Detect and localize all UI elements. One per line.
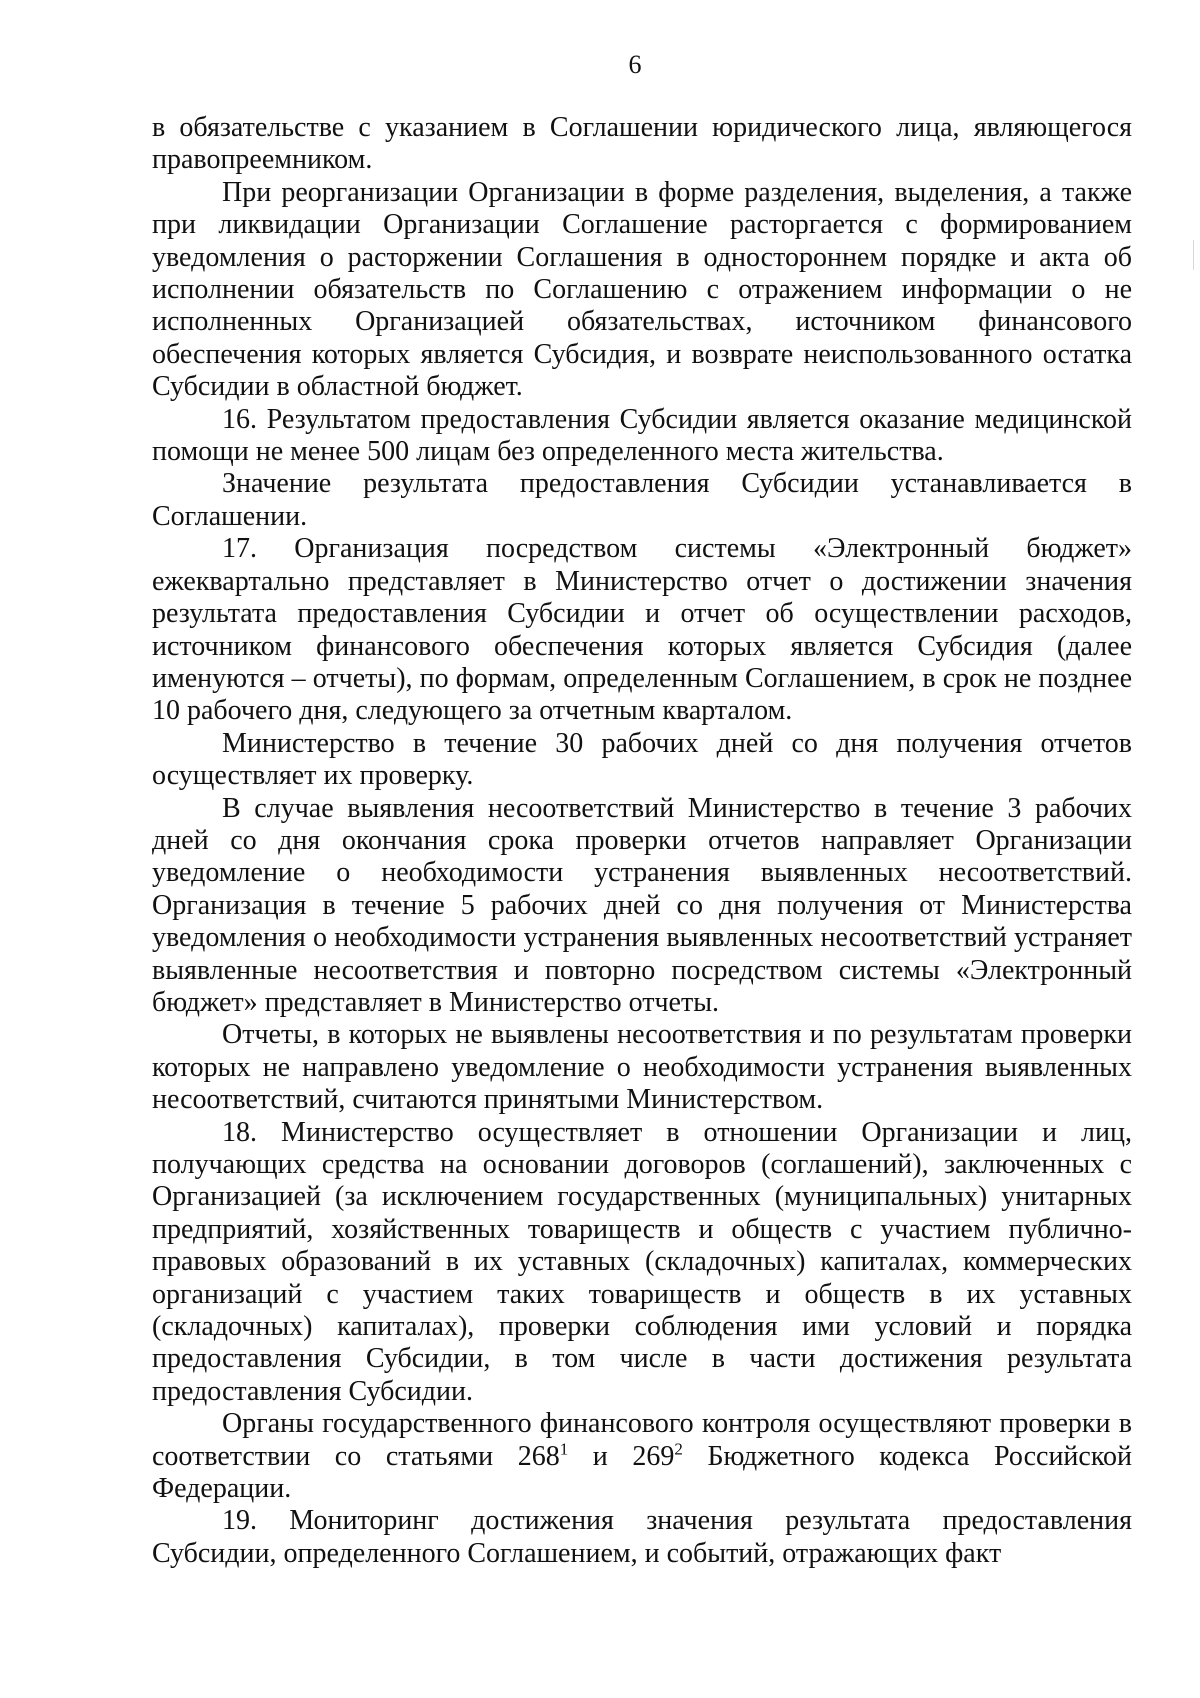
financial-control-text-end: Бюджетного кодекса Российской Федерации. — [152, 1440, 1133, 1505]
paragraph-accepted-reports: Отчеты, в которых не выявлены несоответствия и по результатам проверки которых не направлено уведомление о необходимости устранения выявленных несоответствий, считаются принятыми Министерством. — [152, 1019, 1132, 1116]
paragraph-16-result: 16. Результатом предоставления Субсидии является оказание медицинской помощи не менее 500 лицам без определенного места жительства. — [152, 403, 1132, 468]
paragraph-ministry-check: Министерство в течение 30 рабочих дней со дня получения отчетов осуществляет их проверку. — [152, 727, 1132, 792]
paragraph-17-reports: 17. Организация посредством системы «Электронный бюджет» ежеквартально представляет в Министерство отчет о достижении значения результата предоставления Субсидии и отчет об осуществлении расходов, источником финансового обеспечения которых является Субсидия (далее именуются – отчеты), по формам, определенным Соглашением, в срок не позднее 10 рабочего дня, следующего за отчетным кварталом. — [152, 533, 1132, 727]
financial-control-text-middle: и 269 — [568, 1440, 675, 1472]
paragraph-19-monitoring: 19. Мониторинг достижения значения результата предоставления Субсидии, определенного Соглашением, и событий, отражающих факт — [152, 1505, 1132, 1569]
scan-margin-mark — [1193, 240, 1194, 270]
paragraph-result-value: Значение результата предоставления Субсидии устанавливается в Соглашении. — [152, 468, 1132, 532]
paragraph-discrepancies: В случае выявления несоответствий Министерство в течение 3 рабочих дней со дня окончания срока проверки отчетов направляет Организации уведомление о необходимости устранения выявленных несоответствий. Организация в течение 5 рабочих дней со дня получения от Министерства уведомления о необходимости устранения выявленных несоответствий устраняет выявленные несоответствия и повторно посредством системы «Электронный бюджет» представляет в Министерство отчеты. — [152, 792, 1132, 1018]
article-269-superscript: 2 — [674, 1439, 683, 1459]
paragraph-reorganization: При реорганизации Организации в форме разделения, выделения, а также при ликвидации Организации Соглашение расторгается с формированием уведомления о расторжении Соглашения в одностороннем порядке и акта об исполнении обязательств по Соглашению с отражением информации о не исполненных Организацией обязательствах, источником финансового обеспечения которых является Субсидия, и возврате неиспользованного остатка Субсидии в областной бюджет. — [152, 176, 1132, 403]
page-number: 6 — [628, 50, 642, 79]
financial-control-text-start: Органы государственного финансового контроля осуществляют проверки в соответствии со статьями 268 — [152, 1408, 1132, 1472]
paragraph-18-inspections: 18. Министерство осуществляет в отношении Организации и лиц, получающих средства на основании договоров (соглашений), заключенных с Организацией (за исключением государственных (муниципальных) унитарных предприятий, хозяйственных товариществ и обществ с участием публично-правовых образований в их уставных (складочных) капиталах, коммерческих организаций с участием таких товариществ и обществ в их уставных (складочных) капиталах), проверки соблюдения ими условий и порядка предоставления Субсидии, в том числе в части достижения результата предоставления Субсидии. — [152, 1116, 1132, 1407]
document-body — [152, 112, 1132, 1570]
paragraph-financial-control — [152, 1408, 1132, 1505]
article-268-superscript: 1 — [559, 1439, 569, 1459]
paragraph-continuation: в обязательстве с указанием в Соглашении юридического лица, являющегося правопреемником. — [152, 112, 1132, 176]
